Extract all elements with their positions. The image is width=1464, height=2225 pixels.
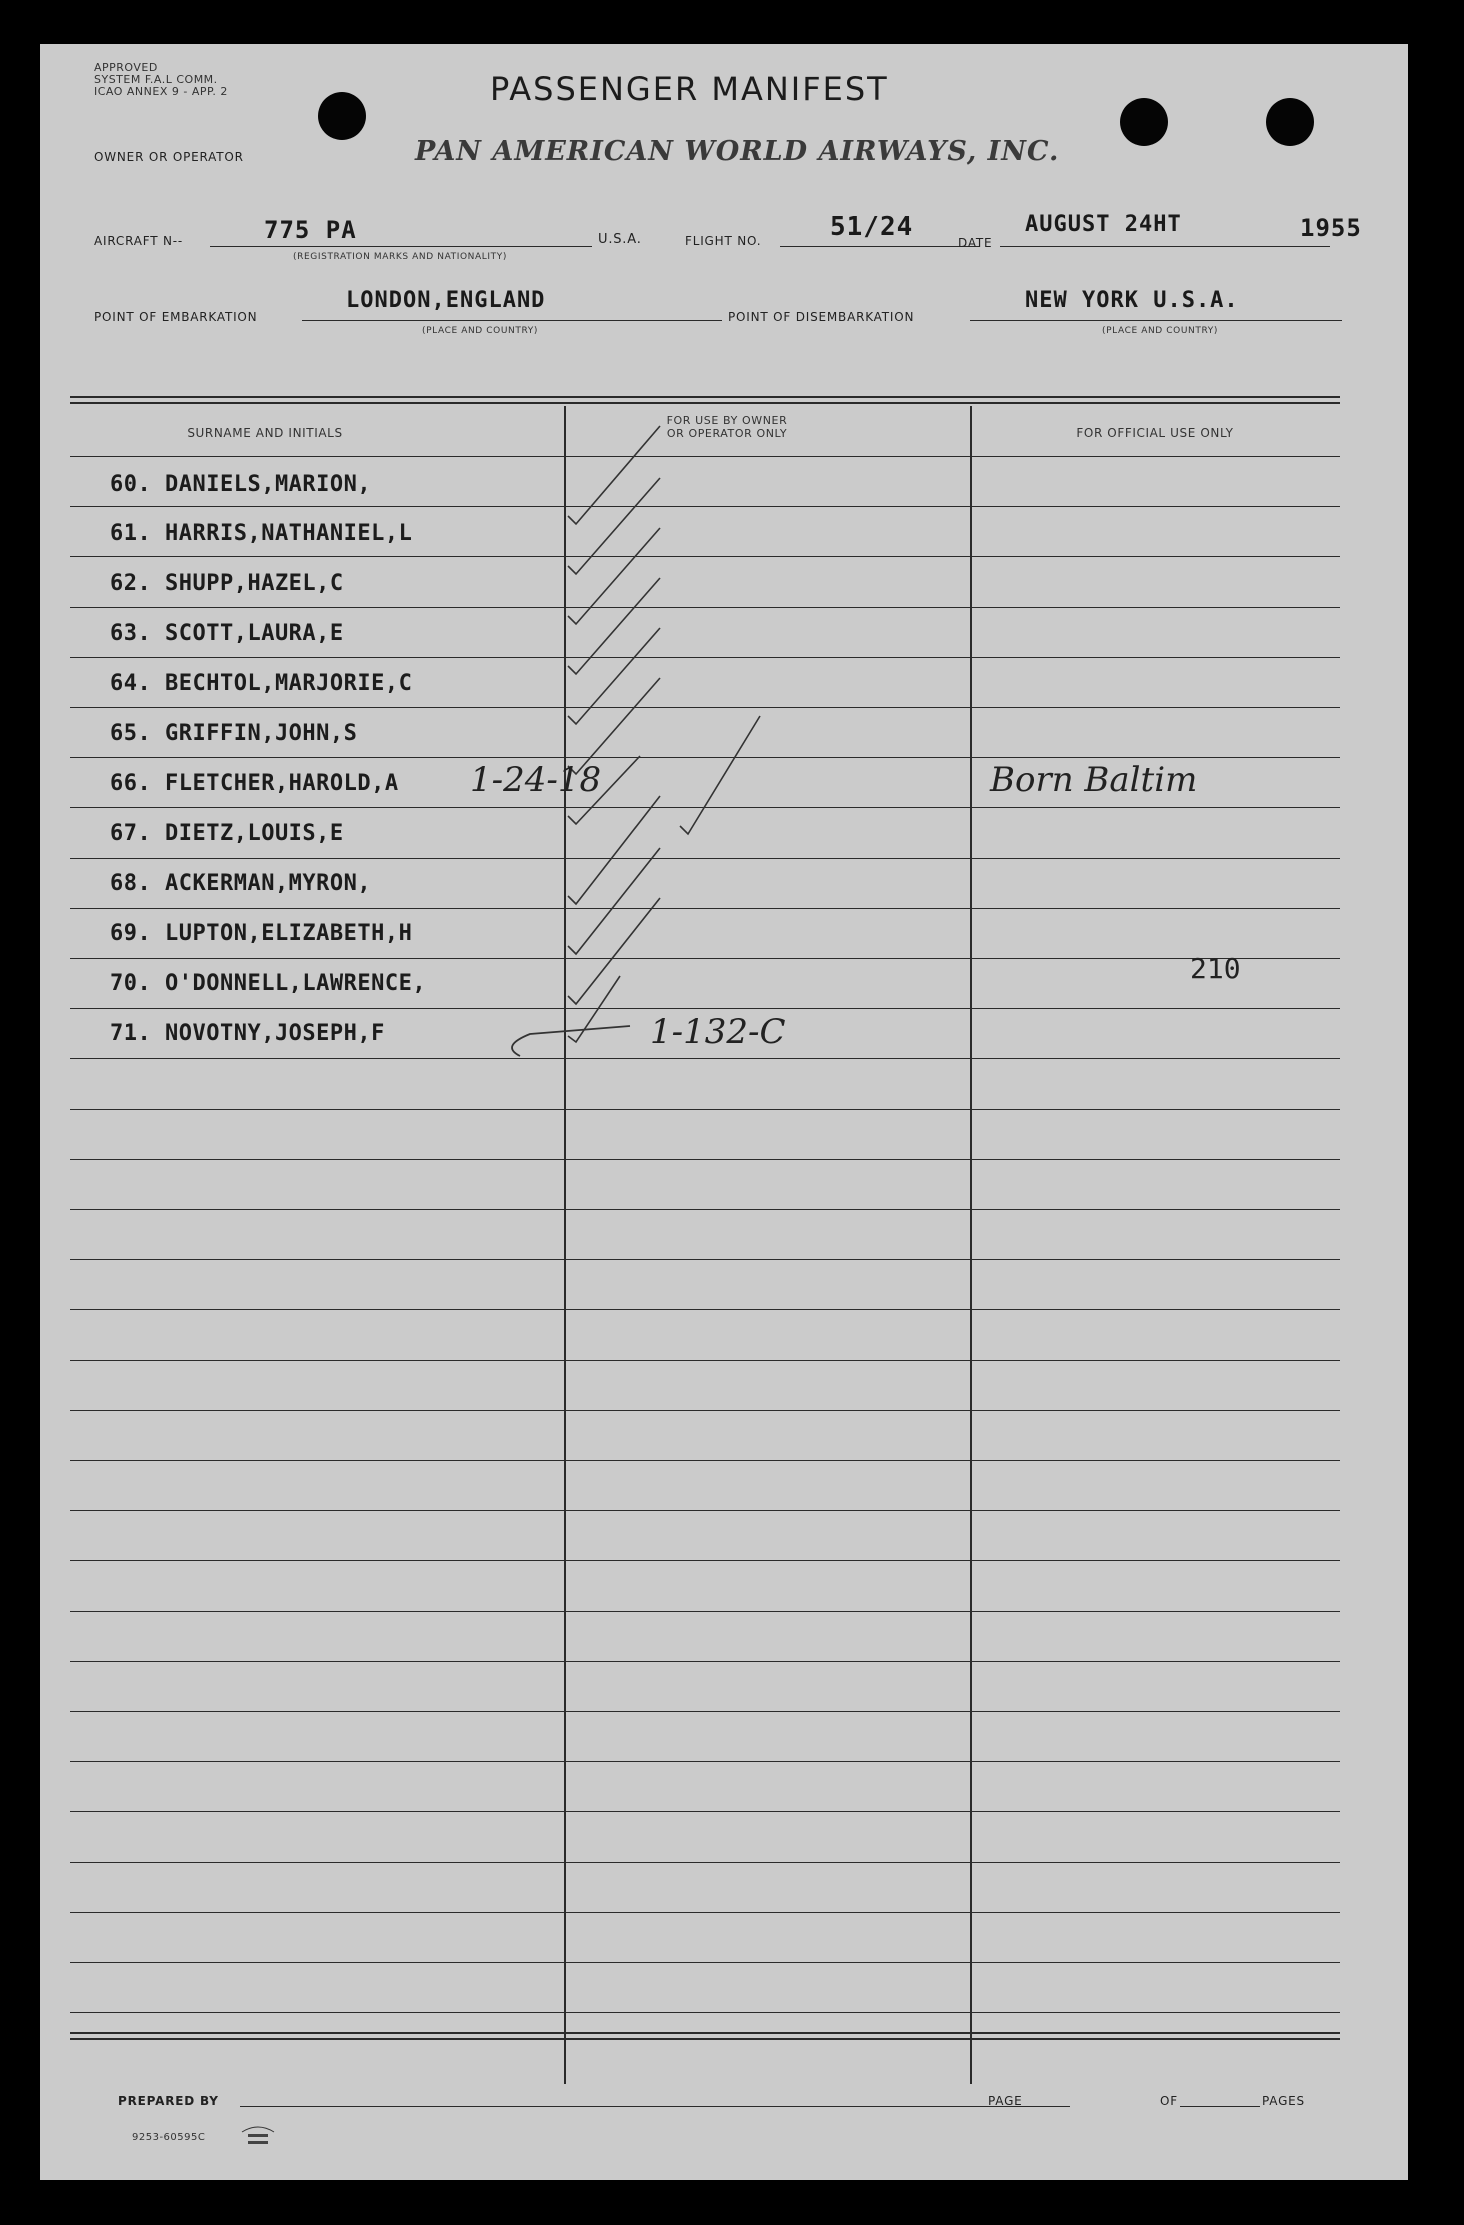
row-line [70,1862,1340,1863]
owner-value: PAN AMERICAN WORLD AIRWAYS, INC. [415,136,1060,167]
check-marks [560,416,820,1076]
page-label: PAGE [988,2094,1023,2108]
row-line [70,1209,1340,1210]
aircraft-caption: (REGISTRATION MARKS AND NATIONALITY) [293,252,507,262]
flight-value: 51/24 [830,212,914,242]
row71-owner-note: 1-132-C [650,1012,786,1052]
passenger-row: 60. DANIELS,MARION, [110,472,372,497]
check-mark-icon [568,426,660,524]
table-bottom-rule [70,2038,1340,2040]
disembark-label: POINT OF DISEMBARKATION [728,310,915,324]
approval-line: ICAO ANNEX 9 - APP. 2 [94,85,228,98]
row-line [70,1410,1340,1411]
check-mark-icon [568,848,660,954]
date-value: AUGUST 24HT [1025,212,1182,237]
row-line [70,1661,1340,1662]
prepared-by-line [240,2106,1070,2107]
check-mark-icon [568,796,660,904]
check-mark-icon [568,478,660,574]
passenger-row: 66. FLETCHER,HAROLD,A [110,771,399,796]
of-line [1180,2106,1260,2107]
year-value: 1955 [1300,214,1362,242]
form-number: 9253-60595C [132,2132,206,2143]
row-line [70,1109,1340,1110]
row-line [70,1360,1340,1361]
table-top-rule [70,396,1340,398]
row-line [70,2012,1340,2013]
approval-line: APPROVED [94,61,158,74]
embark-value: LONDON,ENGLAND [346,288,546,313]
aircraft-underline [210,246,592,247]
disembark-underline [970,320,1342,321]
flight-underline [780,246,980,247]
passenger-row: 71. NOVOTNY,JOSEPH,F [110,1021,385,1046]
aircraft-value: 775 PA [264,216,357,244]
owner-label: OWNER OR OPERATOR [94,150,244,164]
pages-label: PAGES [1262,2094,1305,2108]
page-title: PASSENGER MANIFEST [490,70,889,108]
usa-label: U.S.A. [598,232,642,247]
check-mark-icon [568,578,660,674]
scribble-mark [490,1016,650,1066]
printer-seal-icon [240,2122,276,2152]
check-mark-icon [680,716,760,834]
row66-owner-note: 1-24-18 [470,760,602,800]
table-bottom-rule [70,2032,1340,2034]
passenger-row: 62. SHUPP,HAZEL,C [110,571,344,596]
date-underline [1000,246,1330,247]
embark-label: POINT OF EMBARKATION [94,310,258,324]
table-top-rule [70,402,1340,404]
row-line [70,1912,1340,1913]
punch-hole [1266,98,1314,146]
embark-underline [302,320,722,321]
approval-line: SYSTEM F.A.L COMM. [94,73,218,86]
disembark-value: NEW YORK U.S.A. [1025,288,1239,313]
embark-caption: (PLACE AND COUNTRY) [422,326,538,336]
row66-official-note: Born Baltim [990,760,1198,800]
aircraft-label: AIRCRAFT N-- [94,234,184,248]
date-label: DATE [958,236,993,250]
flight-label: FLIGHT NO. [685,234,762,248]
row70-official-note: 210 [1190,952,1241,985]
col-header-surname: SURNAME AND INITIALS [187,426,343,440]
row-line [70,1761,1340,1762]
passenger-row: 67. DIETZ,LOUIS,E [110,821,344,846]
row-line [70,1159,1340,1160]
passenger-row: 64. BECHTOL,MARJORIE,C [110,671,413,696]
check-mark-icon [568,528,660,624]
passenger-row: 70. O'DONNELL,LAWRENCE, [110,971,427,996]
col-header-official-use: FOR OFFICIAL USE ONLY [1076,426,1234,440]
approval-block [94,62,228,98]
row-line [70,1259,1340,1260]
passenger-row: 61. HARRIS,NATHANIEL,L [110,521,413,546]
disembark-caption: (PLACE AND COUNTRY) [1102,326,1218,336]
check-mark-icon [568,898,660,1004]
of-label: OF [1160,2094,1178,2108]
row-line [70,1611,1340,1612]
row-line [70,1962,1340,1963]
passenger-row: 63. SCOTT,LAURA,E [110,621,344,646]
passenger-row: 69. LUPTON,ELIZABETH,H [110,921,413,946]
punch-hole [1120,98,1168,146]
col-header-owner-use: FOR USE BY OWNER OR OPERATOR ONLY [666,414,788,440]
row-line [70,1460,1340,1461]
check-mark-icon [568,628,660,724]
manifest-page [40,44,1408,2180]
row-line [70,1309,1340,1310]
row-line [70,1711,1340,1712]
passenger-row: 68. ACKERMAN,MYRON, [110,871,372,896]
row-line [70,1510,1340,1511]
row-line [70,1560,1340,1561]
passenger-row: 65. GRIFFIN,JOHN,S [110,721,358,746]
prepared-by-label: PREPARED BY [118,2094,219,2108]
row-line [70,1811,1340,1812]
punch-hole [318,92,366,140]
